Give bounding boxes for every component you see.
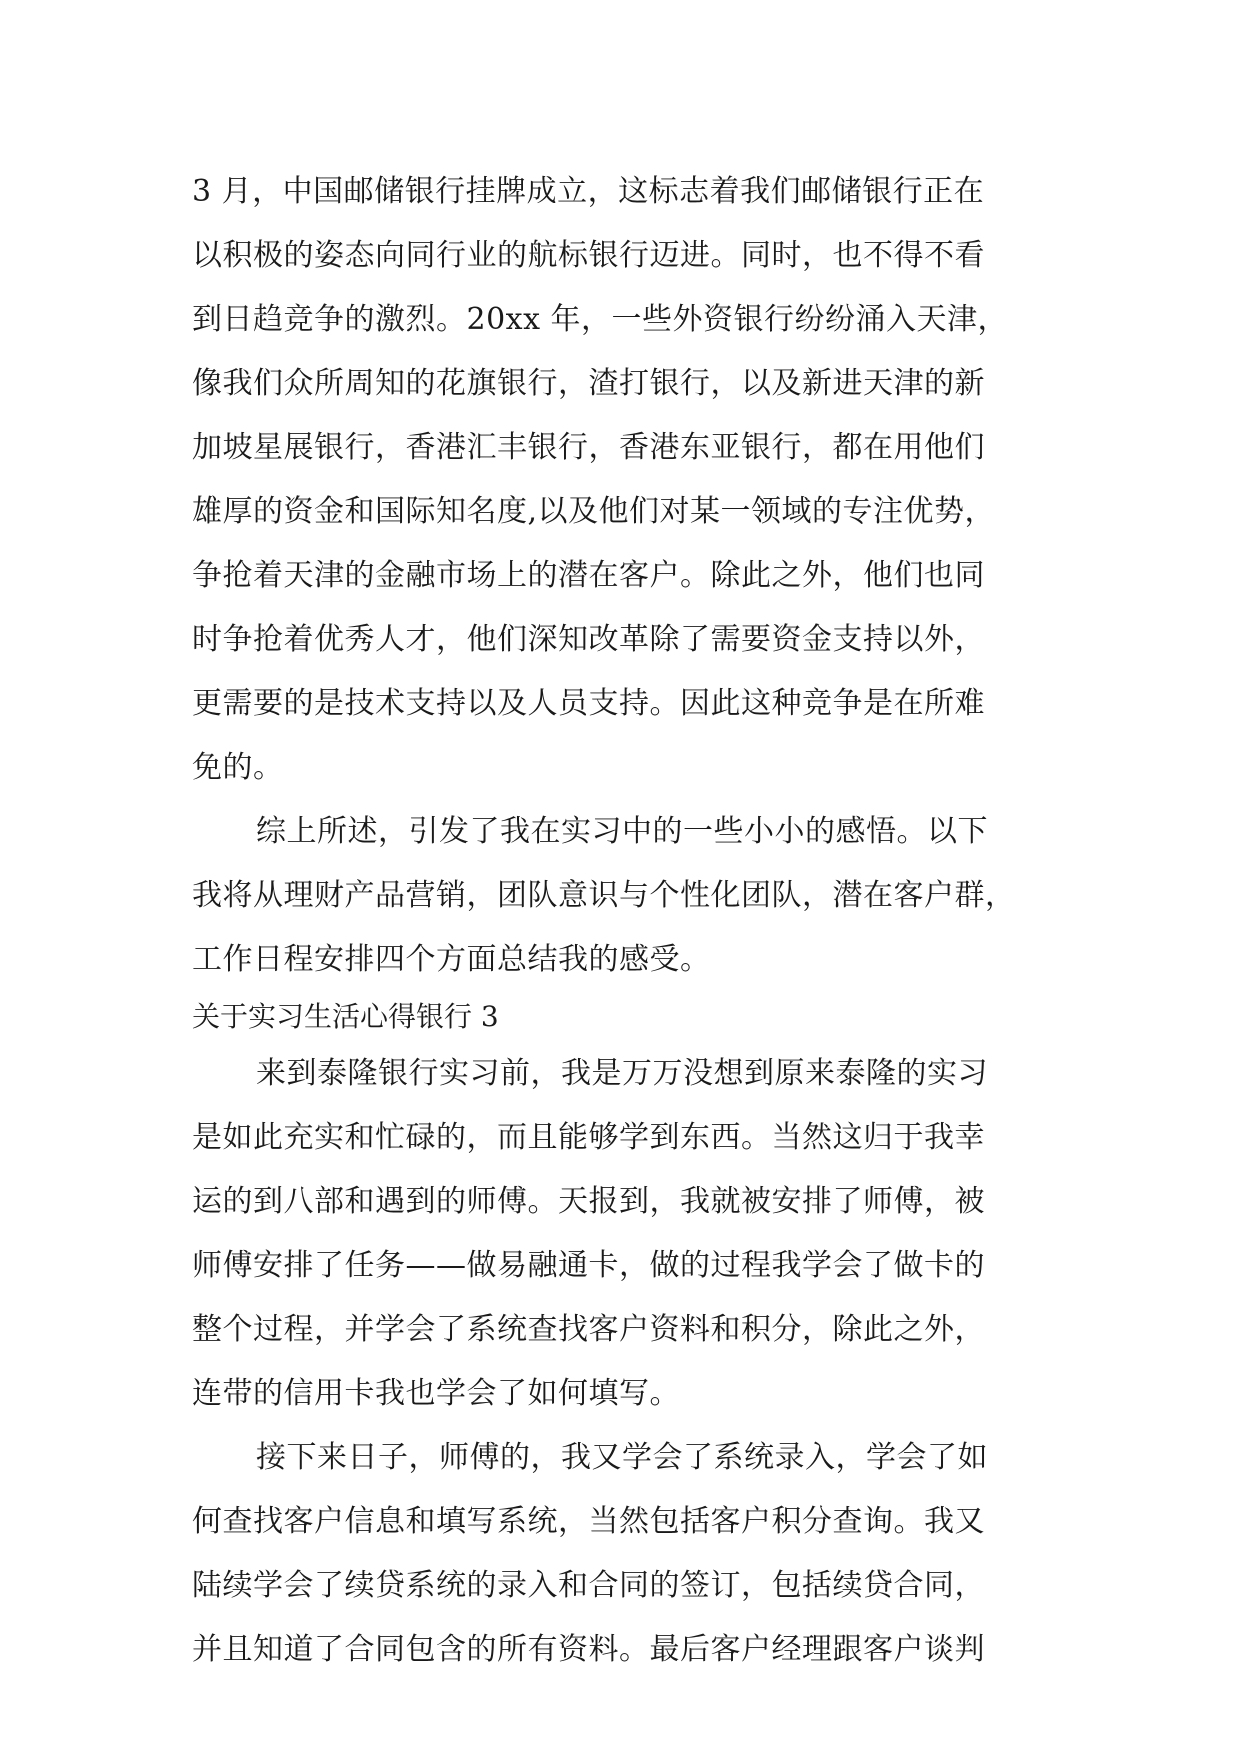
text-line: 整个过程，并学会了系统查找客户资料和积分，除此之外， <box>192 1312 985 1347</box>
text-line: 连带的信用卡我也学会了如何填写。 <box>192 1376 680 1411</box>
text-line: 陆续学会了续贷系统的录入和合同的签订，包括续贷合同， <box>192 1568 985 1603</box>
text-line: 加坡星展银行，香港汇丰银行，香港东亚银行，都在用他们 <box>192 430 985 465</box>
text-line: 综上所述，引发了我在实习中的一些小小的感悟。以下 <box>256 814 988 849</box>
text-line: 免的。 <box>192 750 284 785</box>
text-line: 师傅安排了任务——做易融通卡，做的过程我学会了做卡的 <box>192 1248 985 1283</box>
text-line: 以积极的姿态向同行业的航标银行迈进。同时，也不得不看 <box>192 238 985 273</box>
text-line: 并且知道了合同包含的所有资料。最后客户经理跟客户谈判 <box>192 1632 985 1667</box>
text-line: 来到泰隆银行实习前，我是万万没想到原来泰隆的实习 <box>256 1056 988 1091</box>
text-line: 时争抢着优秀人才，他们深知改革除了需要资金支持以外， <box>192 622 985 657</box>
paragraph-1 <box>192 160 1072 800</box>
text-line: 我将从理财产品营销，团队意识与个性化团队，潜在客户群， <box>192 878 1016 913</box>
text-line: 是如此充实和忙碌的，而且能够学到东西。当然这归于我幸 <box>192 1120 985 1155</box>
text-line: 更需要的是技术支持以及人员支持。因此这种竞争是在所难 <box>192 686 985 721</box>
text-line: 工作日程安排四个方面总结我的感受。 <box>192 942 711 977</box>
text-line: 何查找客户信息和填写系统，当然包括客户积分查询。我又 <box>192 1504 985 1539</box>
text-line: 运的到八部和遇到的师傅。天报到，我就被安排了师傅，被 <box>192 1184 985 1219</box>
paragraph-4 <box>192 1426 1072 1682</box>
text-line: 争抢着天津的金融市场上的潜在客户。除此之外，他们也同 <box>192 558 985 593</box>
paragraph-3 <box>192 1042 1072 1426</box>
heading-line: 关于实习生活心得银行 3 <box>192 1000 499 1033</box>
text-line: 像我们众所周知的花旗银行，渣打银行，以及新进天津的新 <box>192 366 985 401</box>
paragraph-2 <box>192 800 1072 992</box>
text-line: 雄厚的资金和国际知名度,以及他们对某一领域的专注优势， <box>192 494 996 529</box>
section-heading <box>192 992 1072 1042</box>
text-line: 3 月，中国邮储银行挂牌成立，这标志着我们邮储银行正在 <box>192 174 985 209</box>
text-line: 到日趋竞争的激烈。20xx 年，一些外资银行纷纷涌入天津， <box>192 302 1009 337</box>
document-body <box>192 160 1072 1682</box>
text-line: 接下来日子，师傅的，我又学会了系统录入，学会了如 <box>256 1440 988 1475</box>
